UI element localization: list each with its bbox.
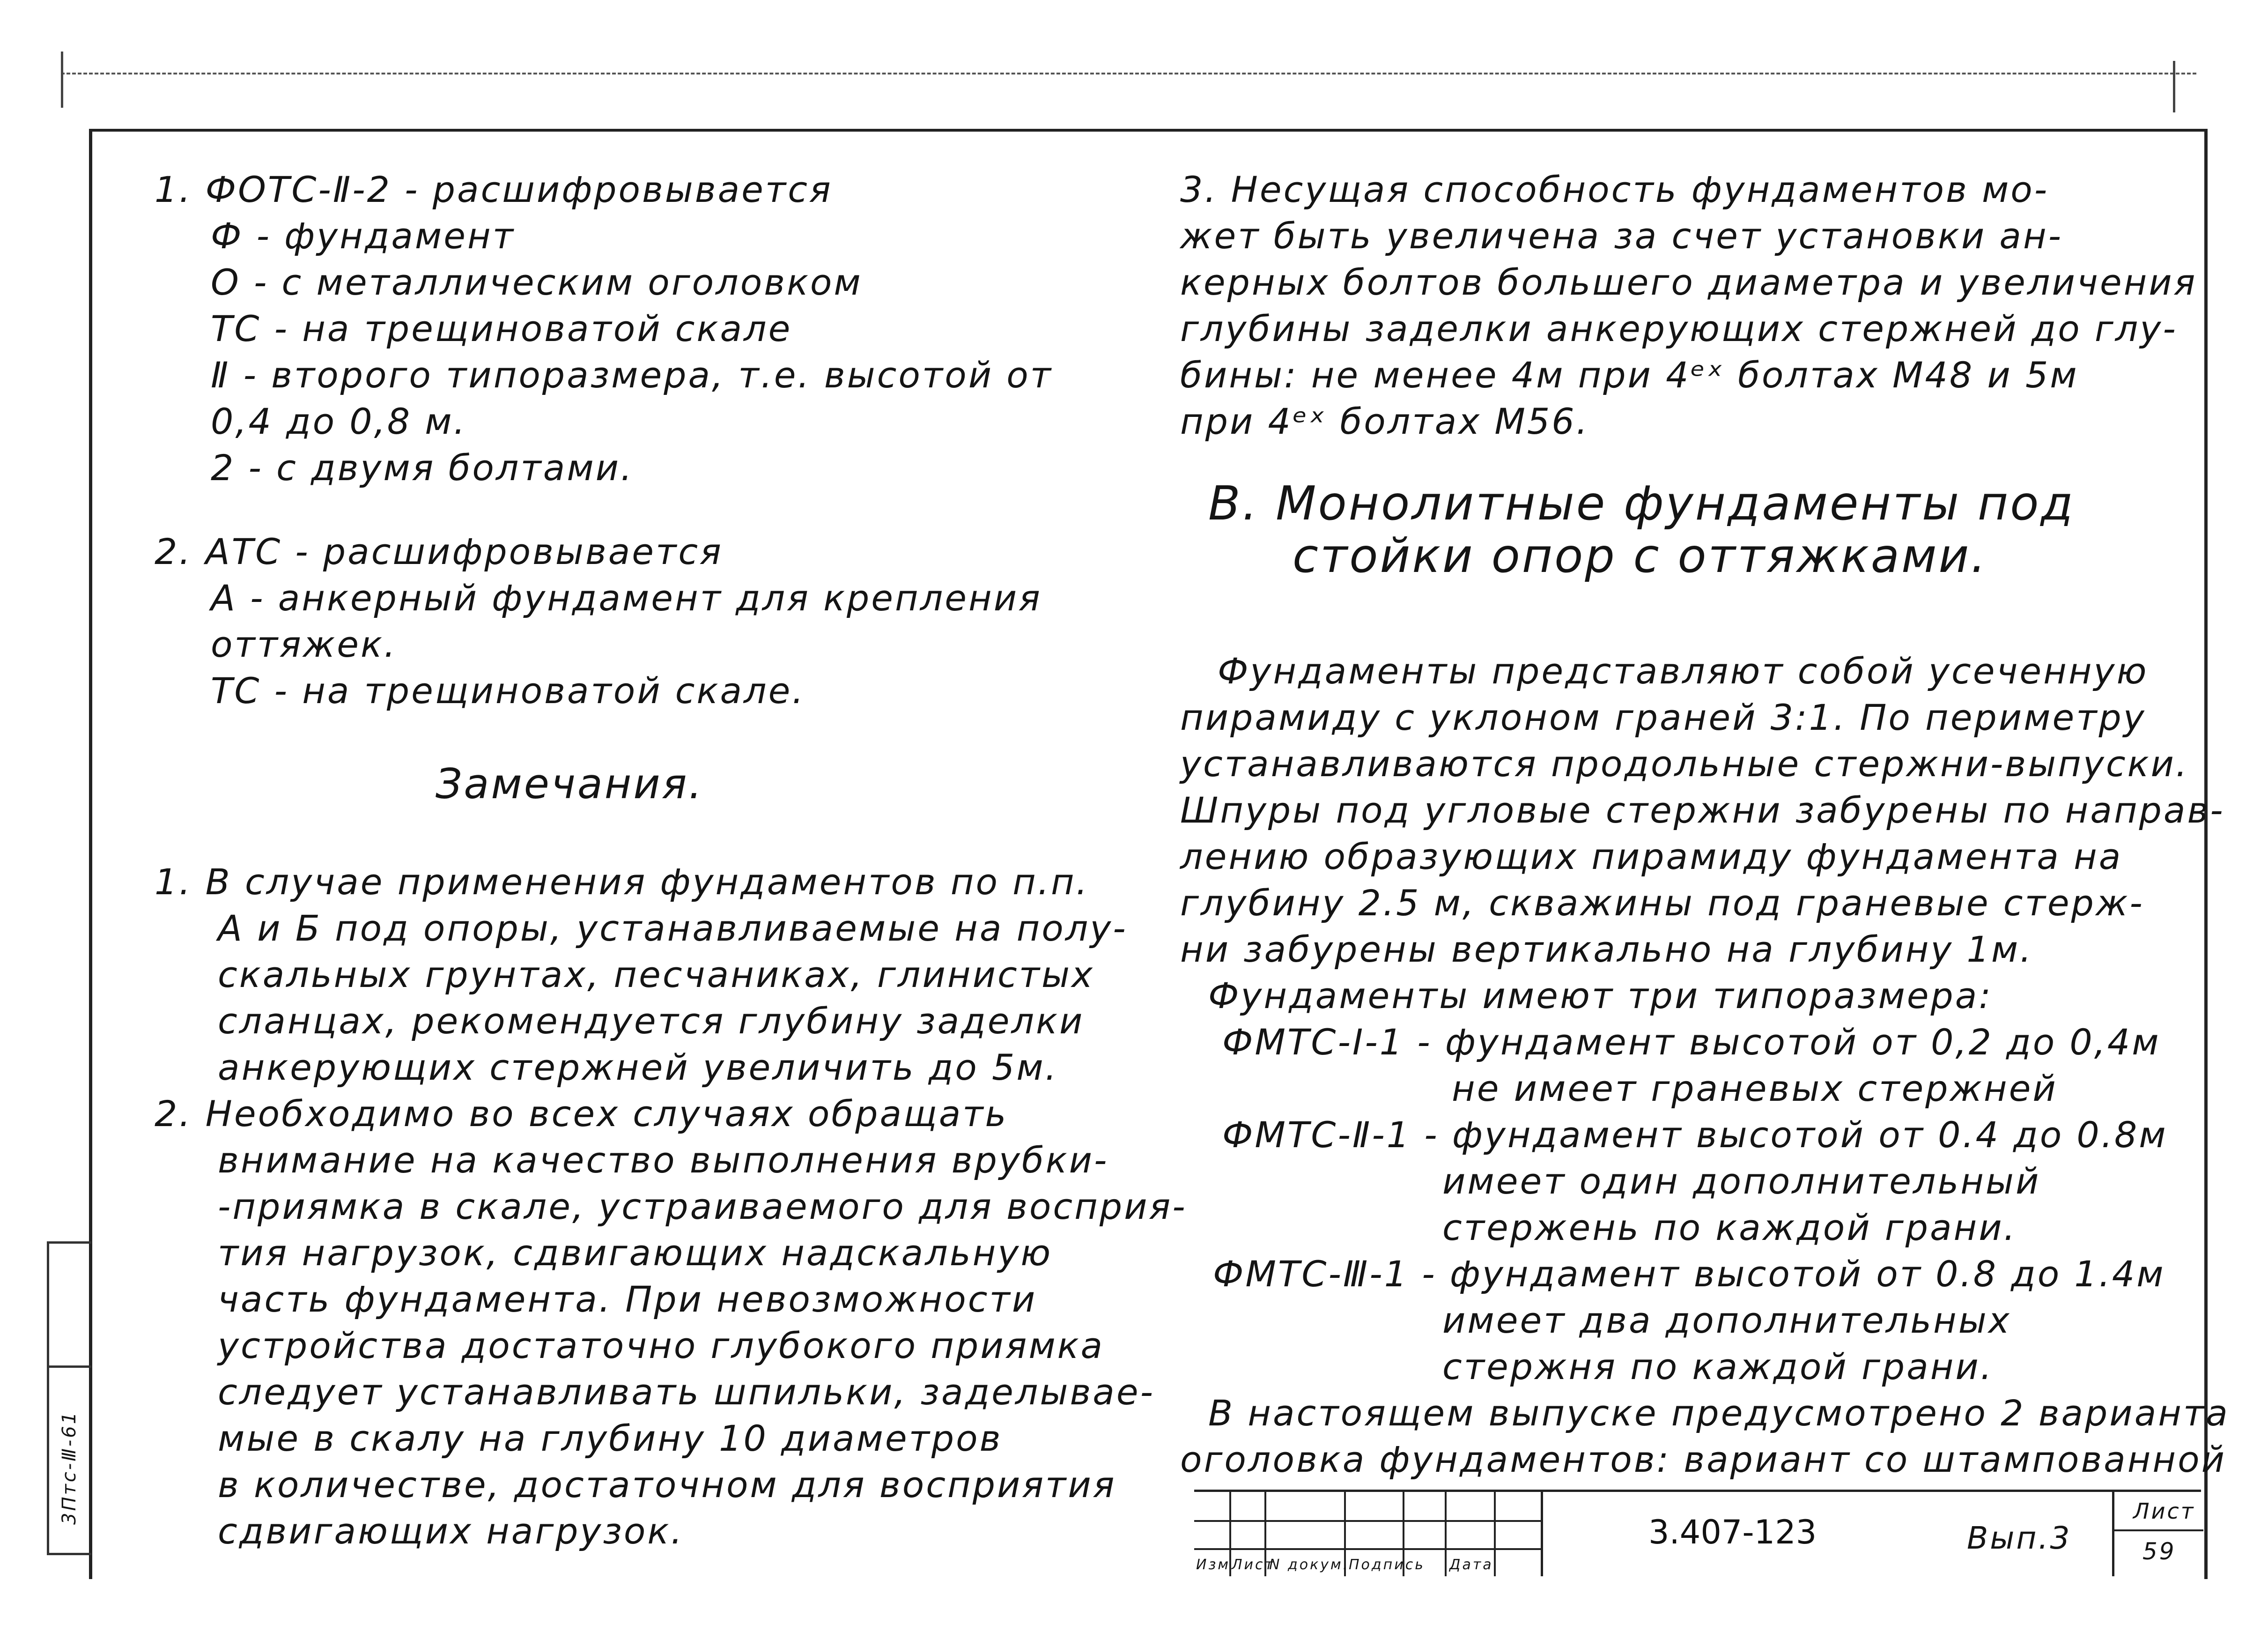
paragraph-line: Шпуры под угловые стержни забурены по направ- <box>1180 789 2225 831</box>
item2-title: 2. АТС - расшифровывается <box>155 531 723 572</box>
type-desc: имеет два дополнительных <box>1442 1299 2011 1341</box>
remark-line: устройства достаточно глубокого приямка <box>218 1325 1105 1366</box>
page-top-line <box>61 73 2196 74</box>
sheet-label: Лист <box>2133 1498 2195 1524</box>
type-desc: стержень по каждой грани. <box>1442 1207 2017 1248</box>
margin-label: 3Птс-Ⅲ-61 <box>59 1410 80 1525</box>
item1-line: Ф - фундамент <box>211 215 515 257</box>
remark-line: внимание на качество выполнения врубки- <box>218 1139 1109 1181</box>
type-code: ФМТС-Ⅰ-1 - <box>1222 1021 1432 1063</box>
remark-line: тия нагрузок, сдвигающих надскальную <box>218 1232 1053 1274</box>
type-desc: не имеет граневых стержней <box>1452 1068 2058 1109</box>
remark-line: часть фундамента. При невозможности <box>218 1278 1037 1320</box>
right-column <box>1180 166 2230 1483</box>
item1-line: 2 - с двумя болтами. <box>211 447 634 489</box>
item1-line: О - с металлическим оголовком <box>211 261 863 303</box>
section-heading: В. Монолитные фундаменты под <box>1208 476 2075 531</box>
page-top-mark-right <box>2173 61 2175 112</box>
type-desc: имеет один дополнительный <box>1442 1160 2041 1202</box>
title-block <box>1194 1490 2201 1576</box>
remark-line: 1. В случае применения фундаментов по п.п. <box>155 861 1089 903</box>
item1-title: 1. ФОТС-Ⅱ-2 - расшифровывается <box>155 169 833 210</box>
remark-line: сдвигающих нагрузок. <box>218 1510 684 1552</box>
type-row <box>1180 1112 2230 1158</box>
section-heading: стойки опор с оттяжками. <box>1293 528 1988 583</box>
types-intro: Фундаменты имеют три типоразмера: <box>1208 975 1993 1016</box>
item2-line: ТС - на трещиноватой скале. <box>211 670 805 712</box>
item1-line: ТС - на трещиноватой скале <box>211 308 792 349</box>
remark-line: скальных грунтах, песчаниках, глинистых <box>218 954 1095 995</box>
paragraph-line: ни забурены вертикально на глубину 1м. <box>1180 928 2033 970</box>
left-column <box>155 166 1187 1554</box>
type-row <box>1180 1019 2230 1065</box>
item3-line: жет быть увеличена за счет установки ан- <box>1180 215 2063 257</box>
type-desc: стержня по каждой грани. <box>1442 1346 1994 1387</box>
remark-line: 2. Необходимо во всех случаях обращать <box>155 1093 1008 1135</box>
item3-line: 3. Несущая способность фундаментов мо- <box>1180 169 2049 210</box>
item3-line: при 4ᵉˣ болтах М56. <box>1180 401 1589 442</box>
paragraph-line: пирамиду с уклоном граней 3:1. По периметру <box>1180 697 2146 738</box>
type-desc: фундамент высотой от 0,2 до 0,4м <box>1445 1021 2161 1063</box>
document-code: 3.407-123 <box>1648 1513 1817 1551</box>
item2-line: оттяжек. <box>211 623 398 665</box>
item1-line: Ⅱ - второго типоразмера, т.е. высотой от <box>211 354 1053 396</box>
remark-line: А и Б под опоры, устанавливаемые на полу- <box>218 907 1128 949</box>
closing-line: В настоящем выпуске предусмотрено 2 варианта <box>1208 1392 2230 1434</box>
header-izm: Изм <box>1196 1557 1231 1573</box>
paragraph-line: лению образующих пирамиду фундамента на <box>1180 836 2123 877</box>
closing-line: оголовка фундаментов: вариант со штампованной <box>1180 1439 2226 1480</box>
remark-line: в количестве, достаточном для восприятия <box>218 1464 1116 1506</box>
paragraph-line: глубину 2.5 м, скважины под граневые стерж- <box>1180 882 2144 924</box>
remarks-heading: Замечания. <box>436 760 704 808</box>
item3-line: бины: не менее 4м при 4ᵉˣ болтах М48 и 5м <box>1180 354 2079 396</box>
item1-line: 0,4 до 0,8 м. <box>211 401 467 442</box>
type-desc: фундамент высотой от 0.4 до 0.8м <box>1452 1114 2168 1156</box>
item3-line: керных болтов большего диаметра и увеличения <box>1180 261 2197 303</box>
paragraph-line: устанавливаются продольные стержни-выпуски. <box>1180 743 2189 785</box>
issue-number: Вып.3 <box>1967 1520 2072 1556</box>
type-code: ФМТС-Ⅱ-1 - <box>1222 1114 1439 1156</box>
header-sign: Подпись <box>1349 1557 1425 1573</box>
type-row <box>1180 1251 2230 1297</box>
remark-line: сланцах, рекомендуется глубину заделки <box>218 1000 1085 1042</box>
remark-line: анкерующих стержней увеличить до 5м. <box>218 1046 1058 1088</box>
remark-line: мые в скалу на глубину 10 диаметров <box>218 1417 1003 1459</box>
remark-line: -приямка в скале, устраиваемого для восприя- <box>218 1186 1187 1227</box>
type-desc: фундамент высотой от 0.8 до 1.4м <box>1449 1253 2165 1295</box>
header-list: Лист <box>1232 1557 1275 1573</box>
type-code: ФМТС-Ⅲ-1 - <box>1213 1253 1437 1295</box>
margin-strip <box>47 1241 91 1555</box>
paragraph-line: Фундаменты представляют собой усеченную <box>1218 650 2149 692</box>
sheet-box <box>2112 1492 2203 1576</box>
item3-line: глубины заделки анкерующих стержней до глу- <box>1180 308 2178 349</box>
item2-line: А - анкерный фундамент для крепления <box>211 577 1042 619</box>
header-date: Дата <box>1449 1557 1493 1573</box>
header-doc: N докум. <box>1269 1557 1350 1573</box>
remark-line: следует устанавливать шпильки, заделывае- <box>218 1371 1155 1413</box>
sheet-number: 59 <box>2142 1538 2176 1565</box>
page-top-mark-left <box>61 52 63 108</box>
